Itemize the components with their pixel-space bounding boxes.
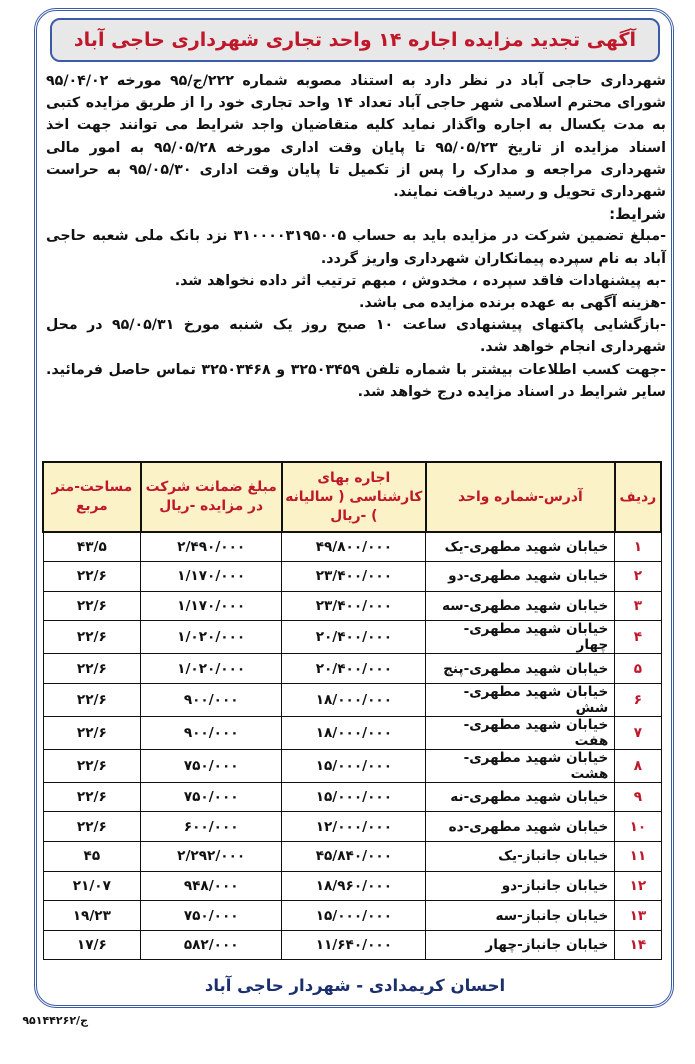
condition-item: -بازگشایی پاکتهای پیشنهادی ساعت ۱۰ صبح روز یک شنبه مورخ ۹۵/۰۵/۳۱ در محل شهرداری انجام خواهد شد. bbox=[46, 317, 666, 356]
cell-rent: ۴۵/۸۴۰/۰۰۰ bbox=[282, 842, 426, 872]
cell-area: ۴۵ bbox=[43, 842, 141, 872]
cell-no: ۱۲ bbox=[615, 871, 661, 901]
cell-area: ۱۹/۲۳ bbox=[43, 901, 141, 931]
cell-address: خیابان شهید مطهری-چهار bbox=[426, 621, 615, 654]
header-rent: اجاره بهای کارشناسی ( سالیانه ) -ریال bbox=[282, 462, 426, 532]
cell-rent: ۴۹/۸۰۰/۰۰۰ bbox=[282, 532, 426, 562]
table-row bbox=[43, 812, 661, 842]
table-row bbox=[43, 930, 661, 960]
header-address: آدرس-شماره واحد bbox=[426, 462, 615, 532]
cell-area: ۴۳/۵ bbox=[43, 532, 141, 562]
cell-no: ۴ bbox=[615, 621, 661, 654]
cell-address: خیابان جانباز-سه bbox=[426, 901, 615, 931]
cell-address: خیابان شهید مطهری-پنج bbox=[426, 654, 615, 684]
table-row bbox=[43, 842, 661, 872]
cell-area: ۲۲/۶ bbox=[43, 716, 141, 749]
cell-guarantee: ۹۰۰/۰۰۰ bbox=[141, 683, 282, 716]
cell-area: ۲۲/۶ bbox=[43, 782, 141, 812]
cell-address: خیابان شهید مطهری-هشت bbox=[426, 749, 615, 782]
cell-no: ۲ bbox=[615, 562, 661, 592]
cell-address: خیابان شهید مطهری-سه bbox=[426, 591, 615, 621]
table-header-row bbox=[43, 462, 661, 532]
notice-code: ج/۹۵۱۴۴۲۶۲ bbox=[22, 1014, 88, 1027]
condition-item: -مبلغ تضمین شرکت در مزایده باید به حساب ۳۱۰۰۰۰۳۱۹۵۰۰۵ نزد بانک ملی شعبه حاجی آباد به نام سپرده پیمانکاران شهرداری واریز گردد. bbox=[46, 228, 666, 267]
cell-rent: ۲۰/۴۰۰/۰۰۰ bbox=[282, 621, 426, 654]
cell-guarantee: ۷۵۰/۰۰۰ bbox=[141, 749, 282, 782]
notice-title: آگهی تجدید مزایده اجاره ۱۴ واحد تجاری شهرداری حاجی آباد bbox=[73, 29, 637, 51]
mayor-signature: احسان کریمدادی - شهردار حاجی آباد bbox=[204, 976, 506, 995]
table-row bbox=[43, 716, 661, 749]
cell-address: خیابان شهید مطهری-شش bbox=[426, 683, 615, 716]
condition-item: -هزینه آگهی به عهده برنده مزایده می باشد. bbox=[359, 295, 666, 312]
cell-guarantee: ۲/۲۹۲/۰۰۰ bbox=[141, 842, 282, 872]
cell-guarantee: ۷۵۰/۰۰۰ bbox=[141, 901, 282, 931]
table-row bbox=[43, 901, 661, 931]
cell-rent: ۱۵/۰۰۰/۰۰۰ bbox=[282, 901, 426, 931]
cell-guarantee: ۱/۰۲۰/۰۰۰ bbox=[141, 654, 282, 684]
header-guarantee: مبلغ ضمانت شرکت در مزایده -ریال bbox=[141, 462, 282, 532]
cell-address: خیابان شهید مطهری-دو bbox=[426, 562, 615, 592]
title-banner bbox=[50, 18, 660, 62]
cell-area: ۲۲/۶ bbox=[43, 621, 141, 654]
cell-address: خیابان جانباز-یک bbox=[426, 842, 615, 872]
cell-rent: ۱۸/۹۶۰/۰۰۰ bbox=[282, 871, 426, 901]
cell-no: ۷ bbox=[615, 716, 661, 749]
cell-guarantee: ۱/۱۷۰/۰۰۰ bbox=[141, 562, 282, 592]
cell-area: ۲۲/۶ bbox=[43, 749, 141, 782]
table-row bbox=[43, 654, 661, 684]
table-row bbox=[43, 562, 661, 592]
cell-no: ۶ bbox=[615, 683, 661, 716]
cell-rent: ۲۰/۴۰۰/۰۰۰ bbox=[282, 654, 426, 684]
cell-guarantee: ۵۸۲/۰۰۰ bbox=[141, 930, 282, 960]
condition-item: -جهت کسب اطلاعات بیشتر با شماره تلفن ۳۲۵۰۳۴۵۹ و ۳۲۵۰۳۴۶۸ تماس حاصل فرمائید. سایر شرایط در اسناد مزایده درج خواهد شد. bbox=[46, 361, 666, 400]
table-row bbox=[43, 683, 661, 716]
cell-no: ۱۱ bbox=[615, 842, 661, 872]
cell-guarantee: ۹۰۰/۰۰۰ bbox=[141, 716, 282, 749]
table-row bbox=[43, 532, 661, 562]
cell-address: خیابان شهید مطهری-نه bbox=[426, 782, 615, 812]
notice-body bbox=[46, 70, 666, 403]
cell-rent: ۱۸/۰۰۰/۰۰۰ bbox=[282, 716, 426, 749]
cell-address: خیابان شهید مطهری-ده bbox=[426, 812, 615, 842]
cell-rent: ۱۸/۰۰۰/۰۰۰ bbox=[282, 683, 426, 716]
table-row bbox=[43, 871, 661, 901]
cell-rent: ۲۳/۴۰۰/۰۰۰ bbox=[282, 562, 426, 592]
cell-no: ۱۳ bbox=[615, 901, 661, 931]
cell-area: ۲۲/۶ bbox=[43, 562, 141, 592]
cell-area: ۲۱/۰۷ bbox=[43, 871, 141, 901]
cell-area: ۲۲/۶ bbox=[43, 654, 141, 684]
cell-guarantee: ۱/۰۲۰/۰۰۰ bbox=[141, 621, 282, 654]
cell-area: ۲۲/۶ bbox=[43, 591, 141, 621]
table-row bbox=[43, 621, 661, 654]
table-row bbox=[43, 749, 661, 782]
cell-rent: ۲۳/۴۰۰/۰۰۰ bbox=[282, 591, 426, 621]
cell-no: ۵ bbox=[615, 654, 661, 684]
cell-area: ۲۲/۶ bbox=[43, 812, 141, 842]
conditions-heading: شرایط: bbox=[609, 205, 666, 224]
cell-address: خیابان جانباز-دو bbox=[426, 871, 615, 901]
header-area: مساحت-متر مربع bbox=[43, 462, 141, 532]
cell-no: ۱ bbox=[615, 532, 661, 562]
header-no: ردیف bbox=[615, 462, 661, 532]
cell-rent: ۱۵/۰۰۰/۰۰۰ bbox=[282, 782, 426, 812]
cell-rent: ۱۲/۰۰۰/۰۰۰ bbox=[282, 812, 426, 842]
cell-address: خیابان شهید مطهری-یک bbox=[426, 532, 615, 562]
condition-item: -به پیشنهادات فاقد سپرده ، مخدوش ، مبهم ترتیب اثر داده نخواهد شد. bbox=[174, 272, 666, 289]
table-row bbox=[43, 782, 661, 812]
cell-guarantee: ۲/۴۹۰/۰۰۰ bbox=[141, 532, 282, 562]
cell-guarantee: ۷۵۰/۰۰۰ bbox=[141, 782, 282, 812]
cell-guarantee: ۹۴۸/۰۰۰ bbox=[141, 871, 282, 901]
units-table bbox=[42, 461, 662, 960]
table-row bbox=[43, 591, 661, 621]
cell-no: ۳ bbox=[615, 591, 661, 621]
cell-address: خیابان شهید مطهری-هفت bbox=[426, 716, 615, 749]
cell-no: ۱۴ bbox=[615, 930, 661, 960]
cell-guarantee: ۱/۱۷۰/۰۰۰ bbox=[141, 591, 282, 621]
cell-rent: ۱۵/۰۰۰/۰۰۰ bbox=[282, 749, 426, 782]
cell-guarantee: ۶۰۰/۰۰۰ bbox=[141, 812, 282, 842]
cell-no: ۸ bbox=[615, 749, 661, 782]
cell-area: ۲۲/۶ bbox=[43, 683, 141, 716]
cell-no: ۱۰ bbox=[615, 812, 661, 842]
cell-rent: ۱۱/۶۴۰/۰۰۰ bbox=[282, 930, 426, 960]
cell-address: خیابان جانباز-چهار bbox=[426, 930, 615, 960]
intro-paragraph: شهرداری حاجی آباد در نظر دارد به استناد مصوبه شماره ۲۲۲/ج/۹۵ مورخه ۹۵/۰۴/۰۲ شورای محترم اسلامی شهر حاجی آباد تعداد ۱۴ واحد تجاری خود را از طریق مزایده کتبی به مدت یکسال به اجاره واگذار نماید کلیه متقاضیان واجد شرایط می توانند جهت اخذ اسناد مزایده از تاریخ ۹۵/۰۵/۲۳ تا پایان وقت اداری مورخه ۹۵/۰۵/۲۸ به امور مالی شهرداری مراجعه و مدارک را پس از تکمیل تا پایان وقت اداری ۹۵/۰۵/۳۰ به حراست شهرداری تحویل و رسید دریافت نمایند. bbox=[46, 73, 667, 201]
cell-area: ۱۷/۶ bbox=[43, 930, 141, 960]
cell-no: ۹ bbox=[615, 782, 661, 812]
